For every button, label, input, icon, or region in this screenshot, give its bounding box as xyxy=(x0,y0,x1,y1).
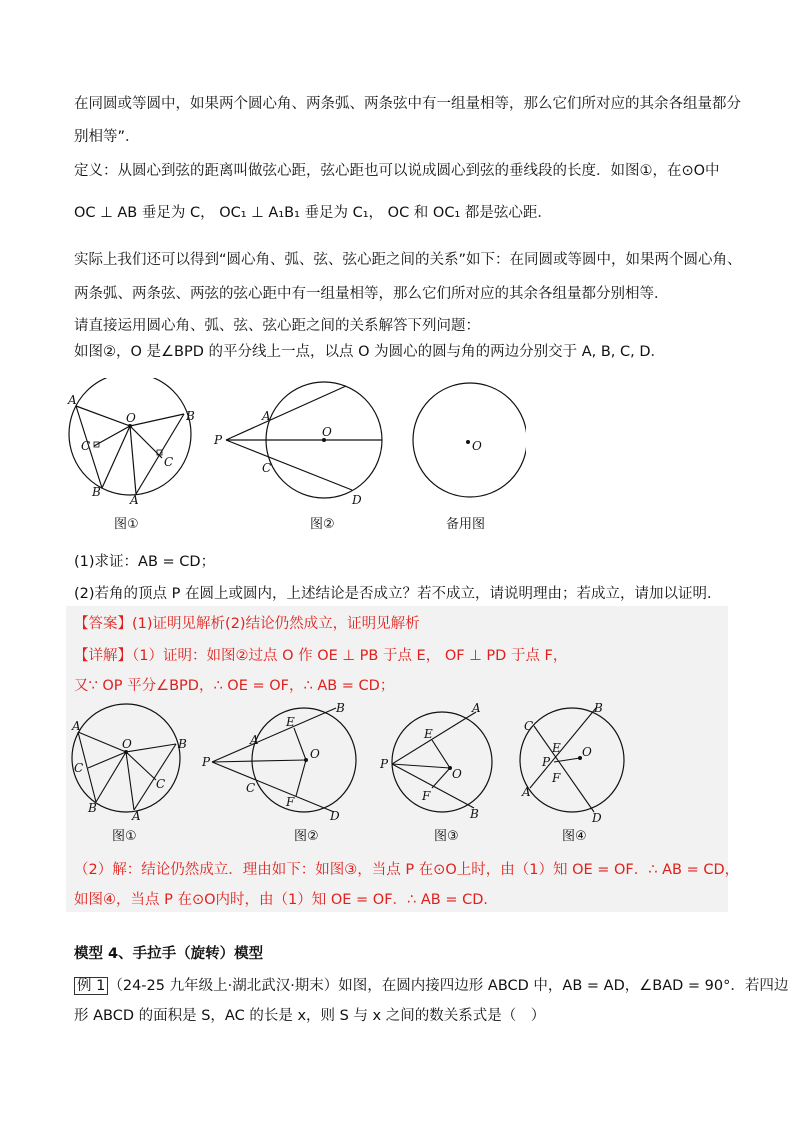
label-O: O xyxy=(452,767,462,781)
solution-line-1: （2）解：结论仍然成立．理由如下：如图③，当点 P 在⊙O上时，由（1）知 OE = OF．∴ AB = CD， xyxy=(74,862,740,878)
label-P: P xyxy=(214,433,223,447)
text-line: 请直接运用圆心角、弧、弦、弦心距之间的关系解答下列问题： xyxy=(74,318,480,334)
label-E: E xyxy=(552,741,561,755)
label-A1: A xyxy=(130,493,139,507)
label-C: C xyxy=(81,439,91,453)
label-O: O xyxy=(126,411,136,425)
label-B: B xyxy=(470,807,479,821)
problem-figures xyxy=(66,378,526,538)
solution-line-2: 如图④，当点 P 在⊙O内时，由（1）知 OE = OF．∴ AB = CD． xyxy=(74,892,498,908)
label-E: E xyxy=(286,715,295,729)
caption-a3: 图③ xyxy=(434,829,459,844)
label-O: O xyxy=(472,439,482,453)
caption-a1: 图① xyxy=(112,829,137,844)
figure-2 xyxy=(213,382,382,532)
label-C: C xyxy=(246,781,256,795)
figure-1 xyxy=(67,378,195,532)
caption-a4: 图④ xyxy=(562,829,587,844)
label-P: P xyxy=(542,755,551,769)
example-line-2: 形 ABCD 的面积是 S，AC 的长是 x，则 S 与 x 之间的数关系式是（ ） xyxy=(74,1008,546,1024)
text-line: 定义：从圆心到弦的距离叫做弦心距，弦心距也可以说成圆心到弦的垂线段的长度．如图①，在⊙O中 xyxy=(74,163,720,179)
label-C: C xyxy=(524,719,534,733)
question-2: (2)若角的顶点 P 在圆上或圆内，上述结论是否成立？若不成立，请说明理由；若成立，请加以证明． xyxy=(74,586,722,602)
answer-figure-4 xyxy=(520,701,624,844)
label-A: A xyxy=(522,785,531,799)
label-A: A xyxy=(250,733,259,747)
answer-line: 【答案】(1)证明见解析(2)结论仍然成立，证明见解析 xyxy=(74,616,420,632)
answer-figure-2 xyxy=(201,701,356,844)
label-B: B xyxy=(88,801,97,815)
label-A: A xyxy=(72,719,81,733)
example-text: （24-25 九年级上·湖北武汉·期末）如图，在圆内接四边形 ABCD 中，AB = AD，∠BAD = 90°．若四边 xyxy=(108,978,789,994)
text-line: OC ⊥ AB 垂足为 C， OC₁ ⊥ A₁B₁ 垂足为 C₁， OC 和 OC₁ 都是弦心距． xyxy=(74,205,552,221)
label-B: B xyxy=(594,701,603,715)
label-B1: B xyxy=(178,737,187,751)
question-1: (1)求证：AB = CD； xyxy=(74,554,216,570)
caption-a2: 图② xyxy=(294,829,319,844)
label-A: A xyxy=(262,409,271,423)
label-C1: C xyxy=(156,777,166,791)
text-line: 两条弧、两条弦、两弦的弦心距中有一组量相等，那么它们所对应的其余各组量都分别相等． xyxy=(74,286,669,302)
label-P: P xyxy=(202,755,211,769)
text-line: 在同圆或等圆中，如果两个圆心角、两条弧、两条弦中有一组量相等，那么它们所对应的其余各组量都分 xyxy=(74,96,741,112)
text-line: 实际上我们还可以得到“圆心角、弧、弦、弦心距之间的关系”如下：在同圆或等圆中，如果两个圆心角、 xyxy=(74,252,742,268)
label-A1: A xyxy=(132,809,141,823)
label-O: O xyxy=(582,745,592,759)
label-O: O xyxy=(310,747,320,761)
caption-fig2: 图② xyxy=(310,517,335,532)
detail-line-2: 又∵ OP 平分∠BPD，∴ OE = OF，∴ AB = CD； xyxy=(74,678,395,694)
caption-spare: 备用图 xyxy=(446,517,486,532)
caption-fig1: 图① xyxy=(114,517,139,532)
label-O: O xyxy=(122,737,132,751)
text-line: 如图②，O 是∠BPD 的平分线上一点，以点 O 为圆心的圆与角的两边分别交于 A, B, C, D． xyxy=(74,344,666,360)
label-D: D xyxy=(592,811,602,825)
answer-figure-3 xyxy=(379,701,492,844)
label-A: A xyxy=(68,393,77,407)
label-F: F xyxy=(422,789,431,803)
label-A: A xyxy=(472,701,481,715)
model-heading: 模型 4、手拉手（旋转）模型 xyxy=(74,946,264,962)
spare-figure xyxy=(413,383,526,532)
label-E: E xyxy=(424,727,433,741)
label-P: P xyxy=(380,757,389,771)
label-B: B xyxy=(92,485,101,499)
label-F: F xyxy=(552,771,561,785)
label-O: O xyxy=(322,425,332,439)
label-C: C xyxy=(74,761,84,775)
example-line-1 xyxy=(74,976,788,996)
answer-figure-1 xyxy=(71,704,187,844)
label-B: B xyxy=(336,701,345,715)
label-D: D xyxy=(330,809,340,823)
label-C1: C xyxy=(164,455,174,469)
label-B1: B xyxy=(186,409,195,423)
label-F: F xyxy=(286,795,295,809)
label-D: D xyxy=(352,493,362,507)
answer-figures xyxy=(66,700,628,846)
label-C: C xyxy=(262,461,272,475)
example-tag: 例 1 xyxy=(74,977,108,995)
detail-line: 【详解】（1）证明：如图②过点 O 作 OE ⊥ PB 于点 E， OF ⊥ PD 于点 F， xyxy=(74,648,568,664)
text-line: 别相等”． xyxy=(74,129,140,145)
